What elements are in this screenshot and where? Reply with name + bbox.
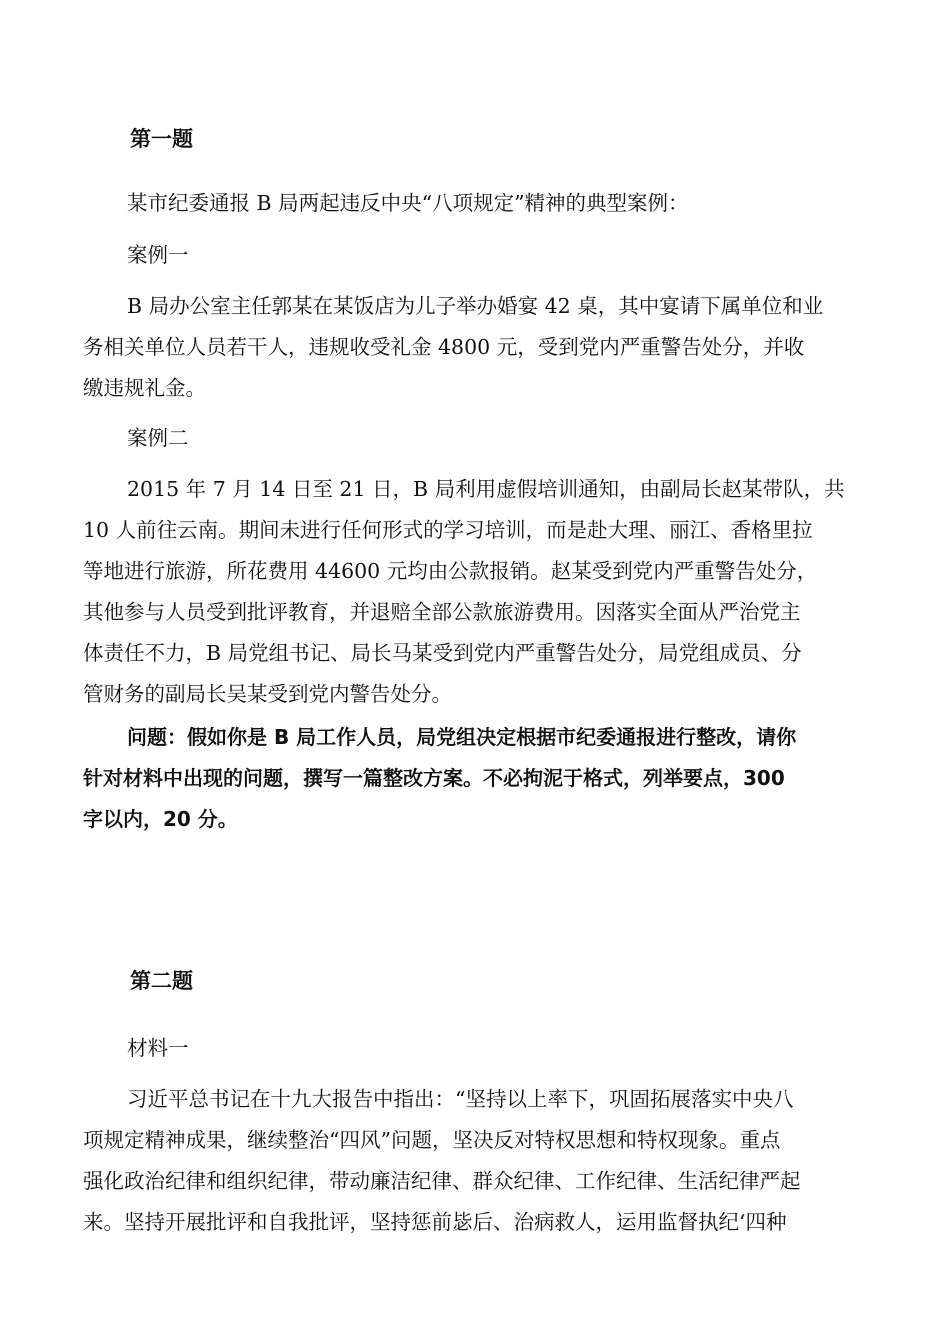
- paragraph-line: 强化政治纪律和组织纪律，带动廉洁纪律、群众纪律、工作纪律、生活纪律严起: [83, 1169, 801, 1193]
- paragraph-line: 10 人前往云南。期间未进行任何形式的学习培训，而是赴大理、丽江、香格里拉: [83, 518, 813, 542]
- case-2-label: 案例二: [127, 426, 189, 450]
- material-1-label: 材料一: [127, 1036, 189, 1060]
- question-line: 问题：假如你是 B 局工作人员，局党组决定根据市纪委通报进行整改，请你: [127, 725, 797, 749]
- paragraph-line: 体责任不力，B 局党组书记、局长马某受到党内严重警告处分，局党组成员、分: [83, 641, 802, 665]
- case-1-label: 案例一: [127, 243, 189, 267]
- paragraph-line: 务相关单位人员若干人，违规收受礼金 4800 元，受到党内严重警告处分，并收: [83, 335, 805, 359]
- question-line: 针对材料中出现的问题，撰写一篇整改方案。不必拘泥于格式，列举要点，300: [83, 766, 785, 790]
- question-1-intro: 某市纪委通报 B 局两起违反中央“八项规定”精神的典型案例：: [127, 191, 689, 215]
- paragraph-line: 项规定精神成果，继续整治“四风”问题，坚决反对特权思想和特权现象。重点: [83, 1128, 781, 1152]
- paragraph-line: 来。坚持开展批评和自我批评，坚持惩前毖后、治病救人，运用监督执纪‘四种: [83, 1210, 787, 1234]
- question-2-title: 第二题: [130, 969, 193, 993]
- paragraph-line: 管财务的副局长吴某受到党内警告处分。: [83, 682, 452, 706]
- paragraph-line: 缴违规礼金。: [83, 376, 206, 400]
- question-line: 字以内，20 分。: [83, 807, 238, 831]
- paragraph-line: 其他参与人员受到批评教育，并退赔全部公款旅游费用。因落实全面从严治党主: [83, 600, 801, 624]
- paragraph-line: 2015 年 7 月 14 日至 21 日，B 局利用虚假培训通知，由副局长赵某带队，共: [127, 477, 845, 501]
- paragraph-line: 等地进行旅游，所花费用 44600 元均由公款报销。赵某受到党内严重警告处分，: [83, 559, 818, 583]
- question-1-title: 第一题: [130, 127, 193, 151]
- paragraph-line: 习近平总书记在十九大报告中指出：“坚持以上率下，巩固拓展落实中央八: [127, 1087, 794, 1111]
- paragraph-line: B 局办公室主任郭某在某饭店为儿子举办婚宴 42 桌，其中宴请下属单位和业: [127, 294, 824, 318]
